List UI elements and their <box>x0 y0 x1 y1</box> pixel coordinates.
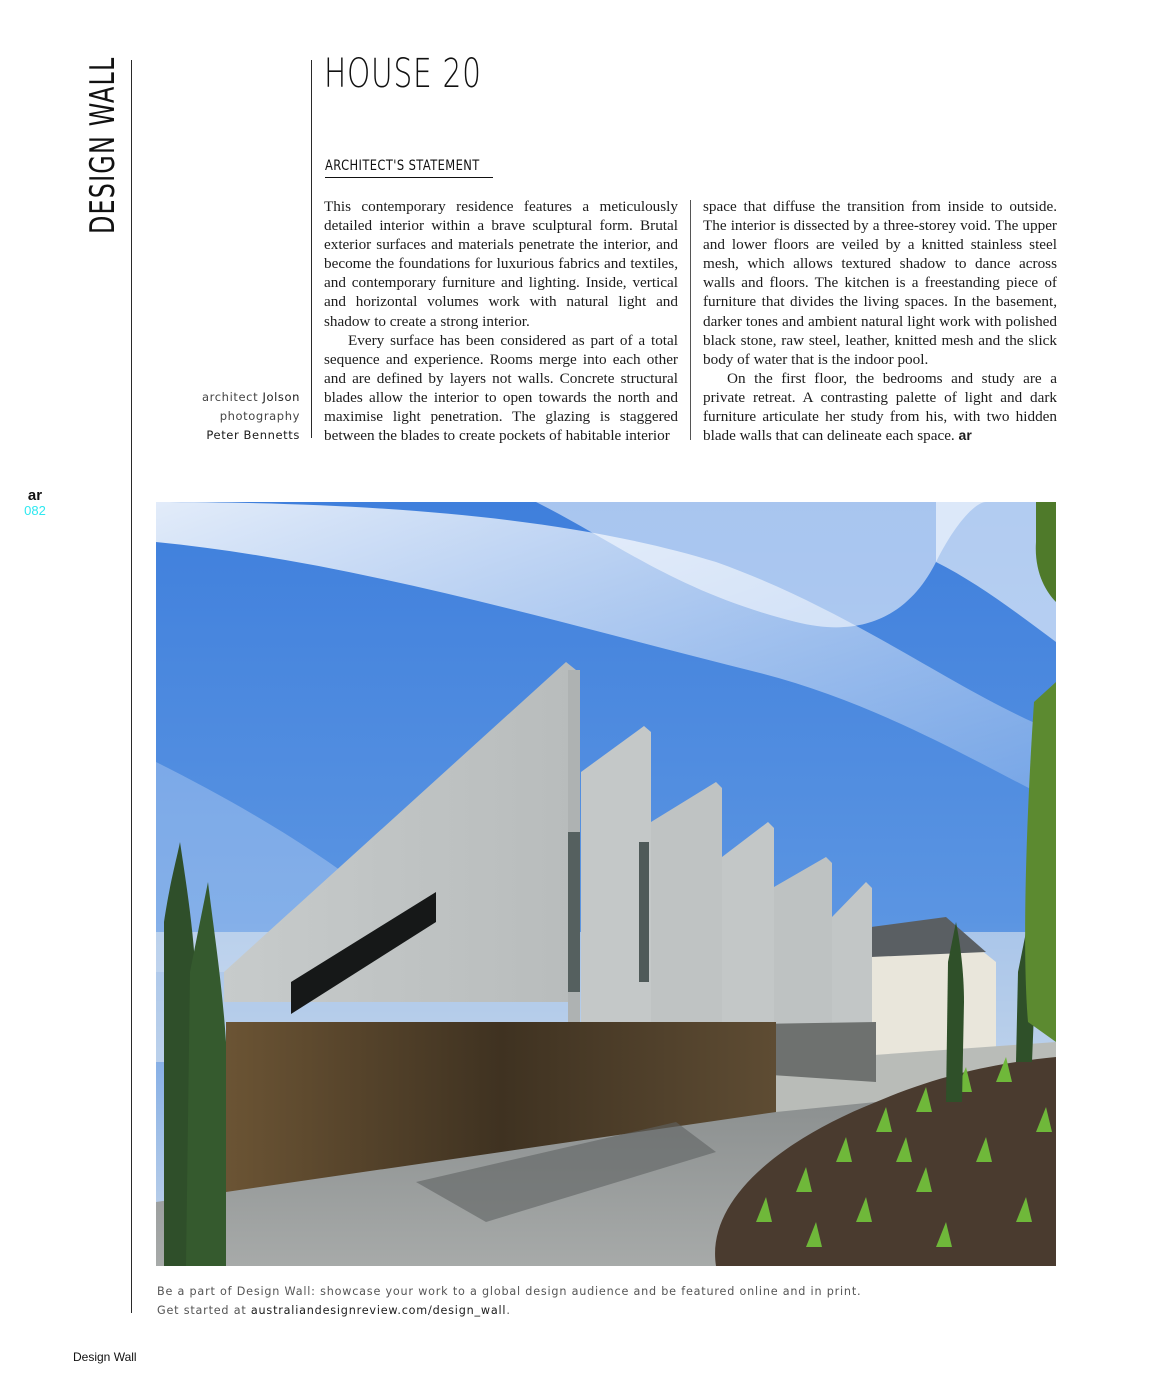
left-margin-rule <box>131 60 132 1313</box>
credits <box>202 388 300 445</box>
body-column-2 <box>703 197 1057 445</box>
body-column-1 <box>324 197 678 445</box>
glazing-slot <box>568 832 580 992</box>
design-wall-link[interactable]: australiandesignreview.com/design_wall <box>250 1304 507 1317</box>
article-title: HOUSE 20 <box>324 51 482 97</box>
body-paragraph-text: On the first floor, the bedrooms and study are a private retreat. A contrasting palette of light and dark furniture articulate her study from his, with two hidden blade walls that can delineate each space. <box>703 369 1057 445</box>
architect-label: architect <box>202 390 259 404</box>
body-paragraph: space that diffuse the transition from inside to outside. The interior is dissected by a three-storey void. The upper and lower floors are veiled by a knitted stainless steel mesh, which allows textured shadow to dance across walls and floors. The kitchen is a freestanding piece of furniture that divides the living spaces. In the basement, darker tones and ambient natural light work with polished black stone, raw steel, leather, knitted mesh and the slick body of water that is the indoor pool. <box>703 198 1057 368</box>
body-paragraph: This contemporary residence features a meticulously detailed interior within a brave sculptural form. Brutal exterior surfaces and materials penetrate the interior, and become the foundations for luxurious fabrics and textiles, and contemporary furniture and lighting. Inside, vertical and horizontal volumes work with natural light and shadow to create a strong interior. <box>324 198 678 330</box>
magazine-brand: ar <box>27 487 43 504</box>
caption-line-2 <box>157 1301 861 1320</box>
feature-photo <box>156 502 1056 1266</box>
caption-prefix: Get started at <box>157 1304 251 1317</box>
caption-suffix: . <box>506 1304 511 1317</box>
caption-line-1: Be a part of Design Wall: showcase your work to a global design audience and be featured online and in print. <box>157 1285 862 1298</box>
architect-name: Jolson <box>262 390 300 404</box>
credits-divider-rule <box>311 60 312 438</box>
caption <box>157 1282 861 1320</box>
house-blade <box>651 782 722 1042</box>
folio <box>22 488 48 518</box>
end-mark: ar <box>958 427 972 444</box>
section-heading-underline <box>325 177 493 178</box>
section-heading: ARCHITECT'S STATEMENT <box>325 158 480 174</box>
page-number: 082 <box>24 503 46 518</box>
body-paragraph: Every surface has been considered as part of a total sequence and experience. Rooms merge into each other and are defined by layers not walls. Concrete structural blades allow the interior to open towards the north and maximise light penetration. The glazing is staggered between the blades to create pockets of habitable interior <box>324 331 678 445</box>
photographer-name: Peter Bennetts <box>206 428 300 442</box>
section-side-title: DESIGN WALL <box>83 56 123 234</box>
photography-label: photography <box>219 409 300 423</box>
column-divider-rule <box>690 200 691 440</box>
body-paragraph <box>703 369 1057 445</box>
glazing-slot <box>639 842 649 982</box>
footer-section-label: Design Wall <box>73 1350 137 1364</box>
